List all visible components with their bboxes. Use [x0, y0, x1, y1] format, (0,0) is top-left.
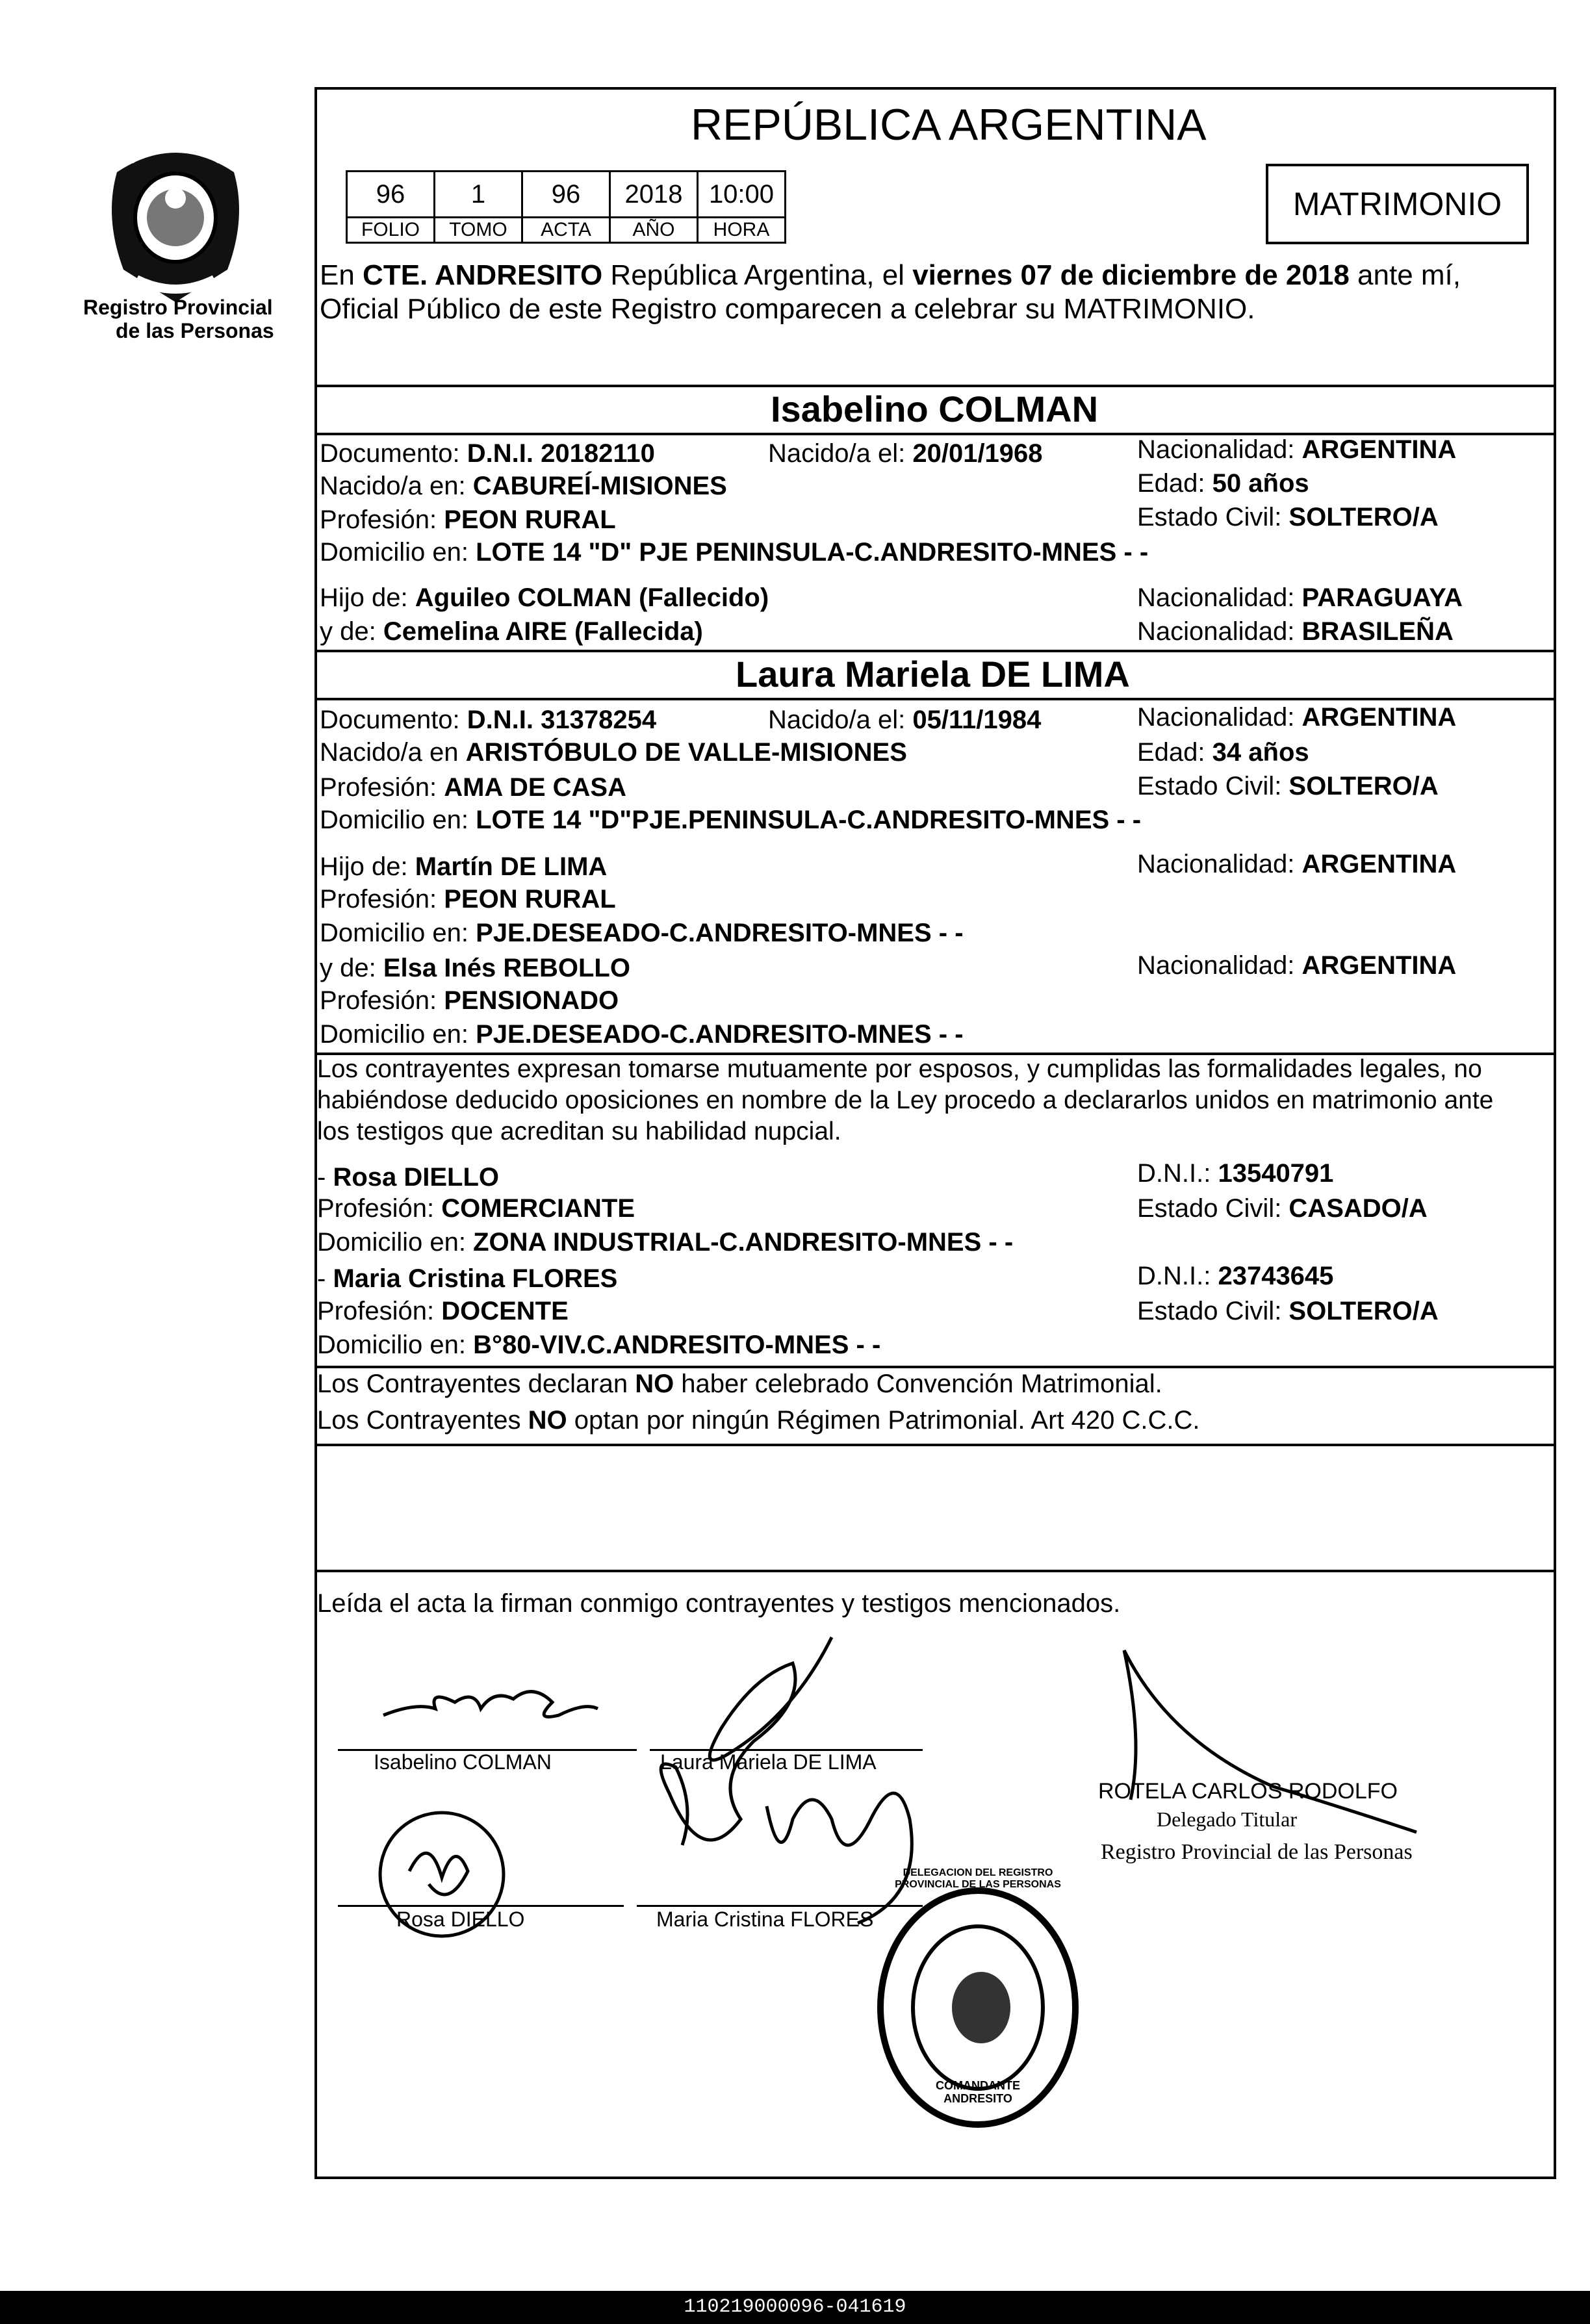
acta-label: ACTA [522, 218, 610, 243]
groom-birth-date: Nacido/a el: 20/01/1968 [768, 439, 1043, 468]
witness-1-civil-status: Estado Civil: CASADO/A [1137, 1194, 1428, 1223]
reference-table [346, 170, 786, 244]
witness-1-signature-line [338, 1905, 624, 1907]
groom-name: Isabelino COLMAN [771, 389, 1099, 429]
witness-2-name: - Maria Cristina FLORES [317, 1264, 618, 1293]
page-title: REPÚBLICA ARGENTINA [691, 100, 1207, 149]
official-name: ROTELA CARLOS RODOLFO [1098, 1779, 1398, 1804]
bride-birth-date: Nacido/a el: 05/11/1984 [768, 706, 1042, 734]
divider [314, 1570, 1556, 1572]
logo-caption-line2: de las Personas [116, 319, 274, 342]
witness-2-profession: Profesión: DOCENTE [317, 1297, 569, 1325]
bride-mother-domicile: Domicilio en: PJE.DESEADO-C.ANDRESITO-MNES - - [320, 1020, 964, 1049]
groom-profession: Profesión: PEON RURAL [320, 505, 616, 534]
hour-label: HORA [698, 218, 786, 243]
groom-signature [364, 1663, 624, 1754]
witness-2-dni: D.N.I.: 23743645 [1137, 1262, 1334, 1290]
witness-2-signature-label: Maria Cristina FLORES [656, 1908, 874, 1931]
bride-age: Edad: 34 años [1137, 738, 1309, 767]
declaration-line-1: Los contrayentes expresan tomarse mutuamente por esposos, y cumplidas las formalidades legales, no [317, 1055, 1482, 1083]
bride-civil-status: Estado Civil: SOLTERO/A [1137, 772, 1439, 800]
bride-mother-nationality: Nacionalidad: ARGENTINA [1137, 951, 1457, 980]
divider [314, 385, 1556, 387]
tomo-value: 1 [435, 172, 522, 218]
groom-nationality: Nacionalidad: ARGENTINA [1137, 435, 1457, 464]
year-label: AÑO [610, 218, 698, 243]
bride-domicile: Domicilio en: LOTE 14 "D"PJE.PENINSULA-C.ANDRESITO-MNES - - [320, 806, 1142, 834]
witness-1-dni: D.N.I.: 13540791 [1137, 1159, 1334, 1188]
declaration-line-3: los testigos que acreditan su habilidad nupcial. [317, 1117, 841, 1145]
witness-1-signature-label: Rosa DIELLO [396, 1908, 525, 1931]
divider [314, 1444, 1556, 1446]
logo-caption-line1: Registro Provincial [83, 296, 273, 319]
witness-1-name: - Rosa DIELLO [317, 1163, 500, 1192]
groom-birth-place: Nacido/a en: CABUREÍ-MISIONES [320, 472, 727, 500]
groom-doc: Documento: D.N.I. 20182110 [320, 439, 655, 468]
stamp-outer-text: DELEGACION DEL REGISTRO PROVINCIAL DE LAS PERSONAS [895, 1867, 1061, 1890]
folio-label: FOLIO [347, 218, 435, 243]
intro-line-1: En CTE. ANDRESITO República Argentina, el viernes 07 de diciembre de 2018 ante mí, [320, 259, 1461, 291]
convention-line-2: Los Contrayentes NO optan por ningún Régimen Patrimonial. Art 420 C.C.C. [317, 1406, 1200, 1435]
document-code-bar [0, 2291, 1590, 2324]
intro-line-2: Oficial Público de este Registro comparecen a celebrar su MATRIMONIO. [320, 293, 1255, 325]
stamp-inner-text: COMANDANTE ANDRESITO [936, 2079, 1020, 2105]
bride-nationality: Nacionalidad: ARGENTINA [1137, 703, 1457, 732]
bride-birth-place: Nacido/a en ARISTÓBULO DE VALLE-MISIONES [320, 738, 907, 767]
groom-age: Edad: 50 años [1137, 469, 1309, 498]
bride-father-domicile: Domicilio en: PJE.DESEADO-C.ANDRESITO-MNES - - [320, 919, 964, 947]
bride-father-profession: Profesión: PEON RURAL [320, 885, 616, 913]
bride-mother: y de: Elsa Inés REBOLLO [320, 954, 630, 982]
witness-2-domicile: Domicilio en: B°80-VIV.C.ANDRESITO-MNES - - [317, 1331, 881, 1359]
act-type-label: MATRIMONIO [1292, 186, 1502, 222]
groom-father-nationality: Nacionalidad: PARAGUAYA [1137, 583, 1463, 612]
bride-father-nationality: Nacionalidad: ARGENTINA [1137, 850, 1457, 878]
registry-stamp [874, 1867, 1082, 2131]
bride-father: Hijo de: Martín DE LIMA [320, 852, 608, 881]
groom-domicile: Domicilio en: LOTE 14 "D" PJE PENINSULA-C.ANDRESITO-MNES - - [320, 538, 1149, 567]
document-code: 110219000096-041619 [684, 2296, 906, 2318]
convention-line-1: Los Contrayentes declaran NO haber celebrado Convención Matrimonial. [317, 1370, 1162, 1398]
groom-signature-label: Isabelino COLMAN [374, 1750, 552, 1774]
hour-value: 10:00 [698, 172, 786, 218]
acta-value: 96 [522, 172, 610, 218]
official-organization: Registro Provincial de las Personas [1101, 1840, 1413, 1864]
bride-signature-label: Laura Mariela DE LIMA [660, 1750, 877, 1774]
groom-civil-status: Estado Civil: SOLTERO/A [1137, 503, 1439, 531]
closing-statement: Leída el acta la firman conmigo contrayentes y testigos mencionados. [317, 1589, 1121, 1618]
bride-profession: Profesión: AMA DE CASA [320, 773, 626, 802]
divider [314, 650, 1556, 652]
divider [314, 698, 1556, 700]
bride-doc: Documento: D.N.I. 31378254 [320, 706, 657, 734]
witness-2-civil-status: Estado Civil: SOLTERO/A [1137, 1297, 1439, 1325]
groom-father: Hijo de: Aguileo COLMAN (Fallecido) [320, 583, 769, 612]
act-type-box [1266, 164, 1529, 244]
province-seal-icon [78, 120, 273, 315]
witness-1-profession: Profesión: COMERCIANTE [317, 1194, 635, 1223]
groom-mother-nationality: Nacionalidad: BRASILEÑA [1137, 617, 1454, 646]
bride-mother-profession: Profesión: PENSIONADO [320, 986, 619, 1015]
folio-value: 96 [347, 172, 435, 218]
year-value: 2018 [610, 172, 698, 218]
tomo-label: TOMO [435, 218, 522, 243]
official-title: Delegado Titular [1157, 1807, 1297, 1831]
registry-logo [78, 120, 273, 354]
groom-mother: y de: Cemelina AIRE (Fallecida) [320, 617, 703, 646]
witness-1-domicile: Domicilio en: ZONA INDUSTRIAL-C.ANDRESITO-MNES - - [317, 1228, 1014, 1257]
declaration-line-2: habiéndose deducido oposiciones en nombre de la Ley procedo a declararlos unidos en matrimonio ante [317, 1086, 1494, 1114]
bride-name: Laura Mariela DE LIMA [736, 654, 1130, 695]
